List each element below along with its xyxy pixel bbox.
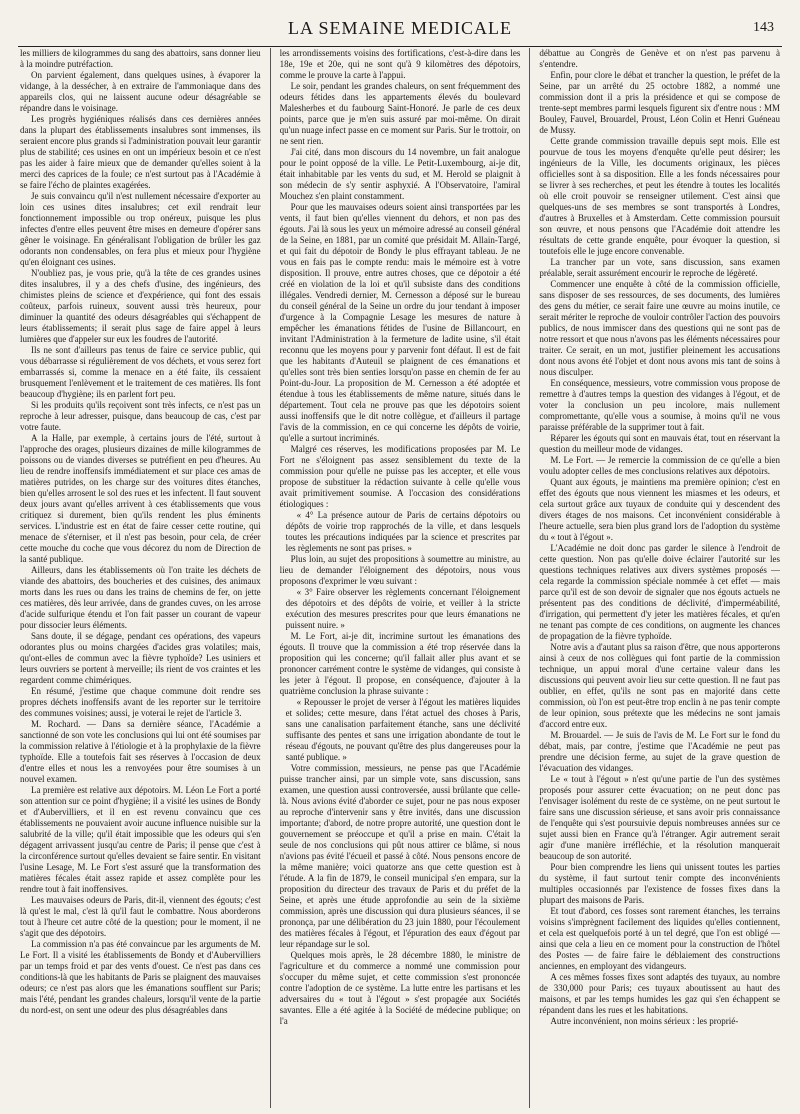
text-columns [20,48,780,1108]
paragraph: L'Académie ne doit donc pas garder le silence à l'endroit de cette question. Non pas qu'elle doive éclairer l'autorité sur les questions techniques relatives aux divers systèmes proposés — cela regarde la commission spéciale nommée à cet effet — mais parce qu'il est de son devoir de signaler que nos égouts actuels ne présentent pas des conditions de déclivité, d'imperméabilité, d'irrigation, qui permettent d'y jeter les matières fécales, et qu'en ne tenant pas compte de ces conditions, on augmente les chances de propagation de la fièvre typhoïde. [539,543,781,641]
paragraph: Pour que les mauvaises odeurs soient ainsi transportées par les vents, il faut bien qu'elles viennent du dehors, et non pas des égouts. J'ai là sous les yeux un mémoire adressé au conseil général de la Seine, en 1881, par un comité que présidait M. Allain-Targé, et qui fait du dépotoir de Bondy le plus effrayant tableau. Je ne vous en fais pas le compte rendu: mais le mémoire est à votre disposition. Il prouve, entre autres choses, que ce dépotoir a été créé en violation de la loi et qu'il subsiste dans des conditions illégales. Vendredi dernier, M. Cernesson a déposé sur le bureau du conseil général de la Seine un ordre du jour tendant à imposer d'urgence à la Compagnie Lesage les mesures de nature à empêcher les émanations fétides de l'usine de Billancourt, en invitant l'Administration à la fermeture de ladite usine, s'il était reconnu que les moyens pour y parvenir font défaut. Il est de fait que les habitants d'Auteuil se plaignent de ces émanations et qu'elles sont très bien senties lorsqu'on passe en chemin de fer au Point-du-Jour. La proposition de M. Cernesson a été adoptée et étendue à tous les établissements de même nature, situés dans le département. Tout cela ne prouve pas que les dépotoirs soient aussi inoffensifs que le dit notre collègue, et d'ailleurs il partage l'avis de la commission, en ce qui concerne les dépôts de voirie, qu'elle a surtout incriminés. [279,202,521,443]
paragraph: Je suis convaincu qu'il n'est nullement nécessaire d'exporter au loin ces usines dites insalubres; cet exil rendrait leur fonctionnement impossible ou trop onéreux, puisque les plus infectes d'entre elles peuvent être mises en demeure d'opérer sans gêner le voisinage. En généralisant l'obligation de brûler les gaz odorants non condensables, on fera plus et mieux pour l'hygiène qu'en éloignant ces usines. [20,191,261,267]
paragraph: Le « tout à l'égout » n'est qu'une partie de l'un des systèmes proposés pour assurer cette évacuation; on ne peut donc pas l'envisager isolément du reste de ce système, on ne peut surtout le faire sans une discussion sérieuse, et sans avoir pris connaissance de l'enquête qui s'est poursuivie depuis nombreuses années sur ce sujet aussi bien en France qu'à l'étranger. Agir autrement serait agir d'une manière irréfléchie, et la résolution manquerait beaucoup de son autorité. [539,774,781,861]
paragraph: A ces mêmes fosses fixes sont adaptés des tuyaux, au nombre de 330,000 pour Paris; ces tuyaux aboutissent au haut des maisons, et par les temps humides les gaz qui s'en échappent se répandent dans les rues et les habitations. [539,972,781,1015]
paragraph: Cette grande commission travaille depuis sept mois. Elle est pourvue de tous les moyens d'enquête qu'elle peut désirer; les ingénieurs de la Ville, les documents originaux, les pièces officielles sont à sa disposition. Elle a les fonds nécessaires pour se livrer à ses recherches, et peut les étendre à toutes les localités où elle croit pouvoir se renseigner utilement. C'est ainsi que quelques-uns de ses membres se sont transportés à Londres, d'autres à Bruxelles et à Amsterdam. Cette commission poursuit son œuvre, et nous pensons que l'Académie doit attendre les résultats de cette grande enquête, pour évoquer la question, si toutefois elle le juge encore convenable. [539,136,781,256]
page-number: 143 [753,20,774,35]
paragraph: les arrondissements voisins des fortifications, c'est-à-dire dans les 18e, 19e et 20e, qui ne sont qu'à 9 kilomètres des dépotoirs, comme le prouve la carte à l'appui. [279,48,521,80]
paragraph: La trancher par un vote, sans discussion, sans examen préalable, serait assurément encourir le reproche de légèreté. [539,257,781,278]
paragraph: La commission n'a pas été convaincue par les arguments de M. Le Fort. Il a visité les établissements de Bondy et d'Aubervilliers par un temps froid et par des vents d'ouest. Ce n'est pas dans ces conditions-là que les habitants de Paris se plaignent des mauvaises odeurs; ce n'est pas alors que les émanations soufflent sur Paris; mais l'été, pendant les grandes chaleurs, lorsqu'il vente de la partie du nord-est, on sent une odeur des plus désagréables dans [20,939,261,1015]
paragraph: J'ai cité, dans mon discours du 14 novembre, un fait analogue pour le point opposé de la ville. Le Petit-Luxembourg, ai-je dit, était inhabitable par les vents du sud, et M. Herold se plaignit à son médecin de s'y sentir asphyxié. A l'Observatoire, l'amiral Mouchez s'en plaint constamment. [279,147,521,201]
column-divider [529,48,530,1108]
paragraph: les milliers de kilogrammes du sang des abattoirs, sans donner lieu à la moindre putréfaction. [20,48,261,69]
paragraph: Autre inconvénient, non moins sérieux : les proprié- [550,1016,739,1026]
paragraph: La première est relative aux dépotoirs. M. Léon Le Fort a porté son attention sur ce point d'hygiène; il a visité les usines de Bondy et d'Aubervilliers, et il en est revenu convaincu que ces établissements ne pouvaient avoir aucune influence nuisible sur la salubrité de la ville; qu'il était impossible que les odeurs qui s'en dégagent arrivassent jusqu'au centre de Paris; il pense que c'est à la circonférence surtout qu'elles devaient se faire sentir. En visitant l'usine Lesage, M. Le Fort s'est assuré que la transformation des matières fécales était assez rapide et assez complète pour les rendre tout à fait inoffensives. [20,785,261,894]
paragraph: Et tout d'abord, ces fosses sont rarement étanches, les terrains voisins s'imprègnent facilement des liquides qu'elles contiennent, et cela est quelquefois porté à un tel degré, que l'on est obligé — ainsi que cela a lieu en ce moment pour la construction de l'hôtel des Postes — de faire faire le déblaiement des constructions anciennes, en employant des vidangeurs. [539,906,781,971]
column-1 [20,48,261,1108]
paragraph: « 3° Faire observer les règlements concernant l'éloignement des dépotoirs et des dépôts de voirie, et veiller à la stricte exécution des mesures prescrites pour que leurs émanations ne puissent nuire. » [285,587,521,630]
paragraph: Pour bien comprendre les liens qui unissent toutes les parties du système, il faut surtout tenir compte des inconvénients multiples occasionnés par l'existence de fosses fixes dans la plupart des maisons de Paris. [539,862,781,905]
journal-title: LA SEMAINE MEDICALE [288,18,512,38]
paragraph: Réparer les égouts qui sont en mauvais état, tout en réservant la question du meilleur mode de vidanges. [539,433,781,454]
paragraph: M. Le Fort. — Je remercie la commission de ce qu'elle a bien voulu adopter celles de mes conclusions relatives aux dépotoirs. [539,455,781,476]
paragraph: Les mauvaises odeurs de Paris, dit-il, viennent des égouts; c'est là qu'est le mal, c'est là qu'il faut le combattre. Nous aborderons tout à l'heure cet autre côté de la question; pour le moment, il ne s'agit que des dépotoirs. [20,895,261,938]
paragraph: « Repousser le projet de verser à l'égout les matières liquides et solides; cette mesure, dans l'état actuel des choses à Paris, sans une canalisation parfaitement étanche, sans une déclivité suffisante des pentes et sans une irrigation abondante de tout le réseau d'égouts, ne pouvant qu'être des plus dangereuses pour la santé publique. » [285,697,521,762]
paragraph: Plus loin, au sujet des propositions à soumettre au ministre, au lieu de demander l'éloignement des dépotoirs, nous vous proposons d'exprimer le vœu suivant : [279,554,521,586]
page-header [18,6,782,47]
paragraph: Ils ne sont d'ailleurs pas tenus de faire ce service public, qui vous débarrasse si régulièrement de vos déchets, et vous serez fort embarrassés si, comme la menace en a été faite, ils cessaient brusquement l'enlèvement et le traitement de ces matières. Ils font beaucoup d'hygiène; ils en parlent fort peu. [20,345,261,399]
paragraph: M. Rochard. — Dans sa dernière séance, l'Académie a sanctionné de son vote les conclusions qui lui ont été soumises par la commission relative à l'étiologie et à la prophylaxie de la fièvre typhoïde. Elle a toutefois fait ses réserves à l'occasion de deux d'entre elles et nous les a renvoyées pour être soumises à un nouvel examen. [20,719,261,784]
paragraph: Notre avis a d'autant plus sa raison d'être, que nous apporterons ainsi à ceux de nos collègues qui font partie de la commission technique, un appui moral d'une certaine valeur dans les discussions qui peuvent avoir lieu sur cette question. Il ne faut pas oublier, en effet, qu'ils ne sont pas en majorité dans cette commission, où l'on est peut-être trop enclin à ne pas tenir compte de leur opinion, sous prétexte que les médecins ne sont jamais d'accord entre eux. [539,642,781,729]
paragraph: Enfin, pour clore le débat et trancher la question, le préfet de la Seine, par un arrêté du 25 octobre 1882, a nommé une commission dont il a pris la présidence et qui se compose de trente-sept membres parmi lesquels figurent six d'entre nous : MM Bouley, Fauvel, Brouardel, Proust, Léon Colin et Henri Guéneau de Mussy. [539,70,781,135]
paragraph: Commencer une enquête à côté de la commission officielle, sans disposer de ses ressources, de ses documents, des lumières des gens du métier, ce serait faire une œuvre au moins inutile, ce serait mériter le reproche de vouloir contrôler l'action des pouvoirs publics, de nous immiscer dans des questions qui ne sont pas de notre ressort et que nous n'avons pas les éléments nécessaires pour traiter. Ce serait, en un mot, justifier pleinement les accusations dont nous avons été l'objet et dont nous avons mis tant de soins à nous disculper. [539,279,781,377]
paragraph: débattue au Congrès de Genève et on n'est pas parvenu à s'entendre. [539,48,781,69]
paragraph: Quant aux égouts, je maintiens ma première opinion; c'est en effet des égouts que nous viennent les miasmes et les odeurs, et cela surtout grâce aux tuyaux de conduite qui y descendent des divers étages de nos maisons. Cet inconvénient considérable à l'heure actuelle, sera bien plus grand lors de l'adoption du système du « tout à l'égout ». [539,477,781,542]
column-divider [270,48,271,1108]
paragraph: Sans doute, il se dégage, pendant ces opérations, des vapeurs odorantes plus ou moins chargées d'acides gras volatiles; mais, qu'ont-elles de commun avec la fièvre typhoïde? Les usiniers et leurs ouvriers se portent à merveille; ils rient de vos craintes et les regardent comme chimériques. [20,631,261,685]
paragraph: Malgré ces réserves, les modifications proposées par M. Le Fort ne s'éloignent pas assez sensiblement du texte de la commission pour qu'elle ne puisse pas les accepter, et elle vous propose de substituer la rédaction suivante à celle qu'elle vous avait primitivement soumise. A l'occasion des considérations étiologiques : [279,444,521,509]
column-3 [539,48,780,1108]
paragraph: Les progrès hygiéniques réalisés dans ces dernières années dans la plupart des établissements insalubres sont immenses, ils seraient encore plus grands si l'administration pouvait leur garantir plus de stabilité; ces usines en ont un impérieux besoin et ce n'est pas les aider à faire mieux que de demander qu'elles soient à la merci des caprices de la foule; ce n'est surtout pas à l'Académie à se faire l'écho de plaintes exagérées. [20,114,261,190]
paragraph: M. Brouardel. — Je suis de l'avis de M. Le Fort sur le fond du débat, mais, par contre, j'estime que l'Académie ne peut pas prendre une décision ferme, au sujet de la grave question de l'évacuation des vidanges. [539,730,781,773]
column-2 [280,48,521,1108]
paragraph: Ailleurs, dans les établissements où l'on traite les déchets de viande des abattoirs, des boucheries et des cuisines, des animaux morts dans les rues ou dans les trains de chemins de fer, on jette ces matières, dès leur arrivée, dans de grandes cuves, on les arrose d'acide sulfurique étendu et l'on fait passer un courant de vapeur pour dissocier leurs éléments. [20,565,261,630]
paragraph: « 4° La présence autour de Paris de certains dépotoirs ou dépôts de voirie trop rapprochés de la ville, et dans lesquels toutes les précautions indiquées par la science et prescrites par les règlements ne sont pas prises. » [285,510,521,553]
paragraph: N'oubliez pas, je vous prie, qu'à la tête de ces grandes usines dites insalubres, il y a des chefs d'usine, des ingénieurs, des chimistes pleins de science et d'expérience, qui font des essais coûteux, parfois ruineux, souvent aussi très heureux, pour diminuer la quantité des odeurs désagréables qui s'échappent de leurs établissements; il serait plus sage de faire appel à leurs lumières que d'appeler sur eux les foudres de l'autorité. [20,268,261,344]
paragraph: Si les produits qu'ils reçoivent sont très infects, ce n'est pas un reproche à leur adresser, puisque, dans beaucoup de cas, c'est par votre faute. [20,400,261,432]
paragraph: Quelques mois après, le 28 décembre 1880, le ministre de l'agriculture et du commerce a nommé une commission pour s'occuper du même sujet, et cette commission s'est prononcée contre l'adoption de ce système. La lutte entre les partisans et les adversaires du « tout à l'égout » s'est propagée aux Sociétés savantes. Elle a été agitée à la Société de médecine publique; on l'a [279,950,521,1026]
paragraph: A la Halle, par exemple, à certains jours de l'été, surtout à l'approche des orages, plusieurs dizaines de mille kilogrammes de poissons ou de viandes diverses se putréfient en peu d'heures. Au lieu de rendre inoffensifs immédiatement et sur place ces amas de matières putrides, on les charge sur des voitures dites étanches, bien qu'elles arrosent le sol des rues et les infectent. Il faut souvent deux jours avant qu'elles arrivent à ces établissements que vous critiquez si durement, bien qu'ils rendent les plus éminents services. L'industrie est en état de faire cesser cette routine, qui menace de s'éterniser, et il n'est pas besoin, pour cela, de créer cette mouche du coche que vous décorez du nom de Direction de la santé publique. [20,433,261,564]
paragraph: On parvient également, dans quelques usines, à évaporer la vidange, à la dessécher, à en extraire de l'ammoniaque dans des appareils clos, qui ne laissent aucune odeur désagréable se répandre dans le voisinage. [20,70,261,113]
paragraph: En résumé, j'estime que chaque commune doit rendre ses propres déchets inoffensifs avant de les reporter sur le territoire des communes voisines; aussi, je voterai le rejet de l'article 3. [20,686,261,718]
paragraph: Votre commission, messieurs, ne pense pas que l'Académie puisse trancher ainsi, par un simple vote, sans discussion, sans examen, une question aussi controversée, aussi brûlante que celle-là. Nous avions évité d'aborder ce sujet, pour ne pas nous exposer au reproche d'intervenir sans y être invités, dans une discussion importante; d'abord, de notre propre autorité, une question dont le gouvernement se préoccupe et qu'il a prise en main. C'était la seule de nos conclusions qui pût nous attirer ce blâme, si nous n'avions pas évité l'écueil et passé à côté. Nous pensons encore de la même manière; voici quatorze ans que cette question est à l'étude. A la fin de 1879, le conseil municipal s'en empara, sur la proposition du directeur des travaux de Paris et du préfet de la Seine, et après une étude approfondie au sein de la sixième commission, après une discussion qui dura plusieurs séances, il se prononça, par une délibération du 23 juin 1880, pour l'écoulement des matières fécales à l'égout, et l'épuration des eaux d'égout par leur répandage sur le sol. [279,763,521,949]
paragraph: Le soir, pendant les grandes chaleurs, on sent fréquemment des odeurs fétides dans les appartements élevés du boulevard Malesherbes et du faubourg Saint-Honoré. Je parle de ces deux points, parce que je m'en suis assuré par moi-même. On dirait qu'un nuage infect passe en ce moment sur Paris. Sur le trottoir, on ne sent rien. [279,81,521,146]
paragraph: M. Le Fort, ai-je dit, incrimine surtout les émanations des égouts. Il trouve que la commission a été trop réservée dans la proposition qui les concerne; qu'il fallait aller plus avant et se prononcer carrément contre le système de vidanges, qui consiste à les jeter à l'égout. Il propose, en conséquence, d'ajouter à la quatrième conclusion la phrase suivante : [279,631,521,696]
paragraph: En conséquence, messieurs, votre commission vous propose de remettre à d'autres temps la question des vidanges à l'égout, et de voter la conclusion un peu incolore, mais nullement compromettante, qu'elle vous a soumise, à moins qu'il ne vous paraisse préférable de la supprimer tout à fait. [539,378,781,432]
